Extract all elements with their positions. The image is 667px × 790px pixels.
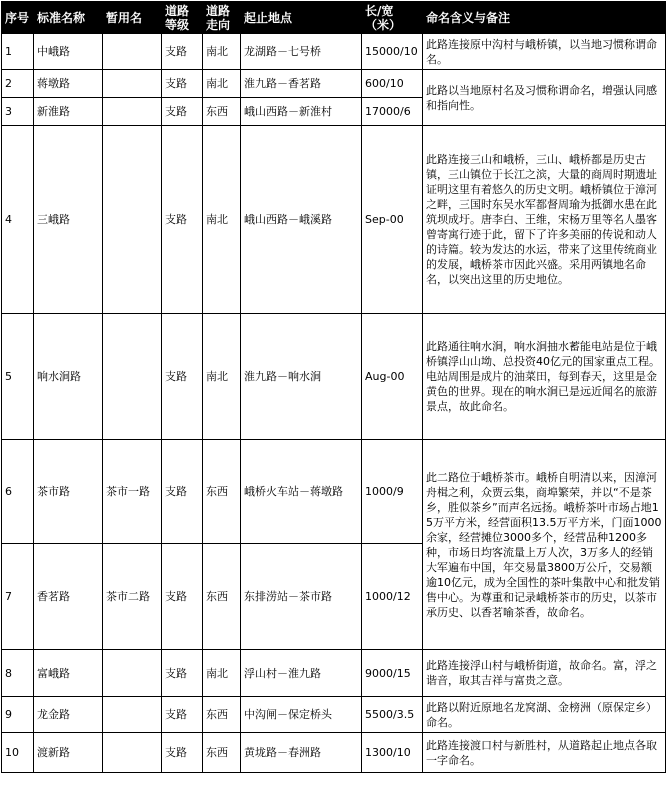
cell-temp-name: 茶市一路	[103, 440, 162, 544]
cell-length-width: 9000/15	[362, 650, 423, 697]
cell-length-width: Sep-00	[362, 126, 423, 314]
cell-temp-name	[103, 70, 162, 98]
header-road-direction: 道路走向	[203, 2, 241, 34]
cell-standard-name: 三峨路	[34, 126, 103, 314]
cell-start-end: 峨山西路－新淮村	[241, 98, 362, 126]
cell-road-direction: 南北	[203, 126, 241, 314]
cell-meaning: 此路连接三山和峨桥，三山、峨桥都是历史古镇，三山镇位于长江之滨，大量的商周时期遗址证明这里有着悠久的历史文明。峨桥镇位于漳河之畔，三国时东吴水军都督周瑜为抵御水患在此筑坝成圩。唐李白、王维，宋杨万里等名人墨客曾寄寓行迹于此，留下了许多美丽的传说和动人的诗篇。较为发达的水运，带来了这里传统商业的发展，峨桥茶市因此兴盛。采用两镇地名命名，以突出这里的历史地位。	[423, 126, 666, 314]
table-row	[2, 70, 666, 98]
cell-meaning: 此路连接原中沟村与峨桥镇，以当地习惯称谓命名。	[423, 34, 666, 70]
cell-temp-name	[103, 126, 162, 314]
cell-length-width: 5500/3.5	[362, 697, 423, 733]
table-row	[2, 314, 666, 440]
cell-length-width: 1000/12	[362, 544, 423, 650]
header-meaning: 命名含义与备注	[423, 2, 666, 34]
table-row	[2, 440, 666, 544]
cell-meaning: 此路以附近原地名龙窝湖、金榜洲（原保定乡）命名。	[423, 697, 666, 733]
cell-seq: 8	[2, 650, 34, 697]
cell-start-end: 东排涝站－茶市路	[241, 544, 362, 650]
cell-start-end: 黄垅路－春洲路	[241, 733, 362, 773]
cell-road-grade: 支路	[162, 126, 203, 314]
cell-seq: 9	[2, 697, 34, 733]
header-seq: 序号	[2, 2, 34, 34]
cell-length-width: 15000/10	[362, 34, 423, 70]
cell-seq: 1	[2, 34, 34, 70]
cell-road-direction: 东西	[203, 544, 241, 650]
table-row	[2, 650, 666, 697]
cell-standard-name: 富峨路	[34, 650, 103, 697]
cell-road-direction: 东西	[203, 697, 241, 733]
table-row	[2, 34, 666, 70]
cell-start-end: 淮九路－香茗路	[241, 70, 362, 98]
cell-road-grade: 支路	[162, 650, 203, 697]
cell-length-width: 600/10	[362, 70, 423, 98]
cell-length-width: Aug-00	[362, 314, 423, 440]
cell-seq: 2	[2, 70, 34, 98]
cell-seq: 5	[2, 314, 34, 440]
cell-road-grade: 支路	[162, 697, 203, 733]
header-length-width: 长/宽（米）	[362, 2, 423, 34]
cell-seq: 7	[2, 544, 34, 650]
cell-meaning: 此路以当地原村名及习惯称谓命名，增强认同感和指向性。	[423, 70, 666, 126]
table-row	[2, 733, 666, 773]
cell-temp-name	[103, 98, 162, 126]
cell-seq: 6	[2, 440, 34, 544]
cell-road-grade: 支路	[162, 34, 203, 70]
cell-road-direction: 东西	[203, 733, 241, 773]
cell-road-grade: 支路	[162, 70, 203, 98]
cell-start-end: 峨山西路－峨溪路	[241, 126, 362, 314]
header-temp-name: 暂用名	[103, 2, 162, 34]
cell-road-grade: 支路	[162, 544, 203, 650]
cell-standard-name: 响水涧路	[34, 314, 103, 440]
cell-meaning: 此路连接渡口村与新胜村，从道路起止地点各取一字命名。	[423, 733, 666, 773]
cell-meaning: 此二路位于峨桥茶市。峨桥自明清以来，因漳河舟楫之利，众贾云集，商埠繁荣，并以“不是茶乡，胜似茶乡”而声名远扬。峨桥茶叶市场占地15万平方米，经营面积13.5万平方米，门面1000余家，经营摊位3000多个，经营品种1200多种，市场日均客流量上万人次，3万多人的经销大军遍布中国，年交易量3800万公斤，交易额逾10亿元，成为全国性的茶叶集散中心和批发销售中心。为尊重和记录峨桥茶市的历史，以茶市承历史、以香茗喻茶香，故命名。	[423, 440, 666, 650]
cell-standard-name: 茶市路	[34, 440, 103, 544]
cell-meaning: 此路连接浮山村与峨桥街道，故命名。富，浮之谐音，取其吉祥与富贵之意。	[423, 650, 666, 697]
cell-length-width: 1300/10	[362, 733, 423, 773]
cell-standard-name: 龙金路	[34, 697, 103, 733]
header-road-grade: 道路等级	[162, 2, 203, 34]
cell-temp-name	[103, 34, 162, 70]
cell-start-end: 龙湖路－七号桥	[241, 34, 362, 70]
cell-road-grade: 支路	[162, 440, 203, 544]
cell-temp-name	[103, 650, 162, 697]
cell-length-width: 1000/9	[362, 440, 423, 544]
cell-temp-name	[103, 314, 162, 440]
cell-temp-name	[103, 697, 162, 733]
cell-seq: 10	[2, 733, 34, 773]
cell-start-end: 中沟闸－保定桥头	[241, 697, 362, 733]
cell-start-end: 淮九路－响水涧	[241, 314, 362, 440]
table-row	[2, 697, 666, 733]
cell-road-grade: 支路	[162, 314, 203, 440]
cell-start-end: 浮山村－淮九路	[241, 650, 362, 697]
cell-standard-name: 中峨路	[34, 34, 103, 70]
road-naming-table	[1, 1, 666, 773]
cell-seq: 4	[2, 126, 34, 314]
header-start-end: 起止地点	[241, 2, 362, 34]
table-row	[2, 126, 666, 314]
header-standard-name: 标准名称	[34, 2, 103, 34]
header-row	[2, 2, 666, 34]
cell-standard-name: 蒋墩路	[34, 70, 103, 98]
cell-road-direction: 南北	[203, 650, 241, 697]
cell-road-grade: 支路	[162, 98, 203, 126]
cell-standard-name: 新淮路	[34, 98, 103, 126]
cell-road-direction: 南北	[203, 70, 241, 98]
cell-seq: 3	[2, 98, 34, 126]
cell-standard-name: 渡新路	[34, 733, 103, 773]
cell-standard-name: 香茗路	[34, 544, 103, 650]
cell-temp-name	[103, 733, 162, 773]
cell-road-direction: 南北	[203, 314, 241, 440]
cell-temp-name: 茶市二路	[103, 544, 162, 650]
cell-road-direction: 东西	[203, 98, 241, 126]
cell-road-direction: 南北	[203, 34, 241, 70]
cell-road-grade: 支路	[162, 733, 203, 773]
cell-length-width: 17000/6	[362, 98, 423, 126]
cell-road-direction: 东西	[203, 440, 241, 544]
cell-start-end: 峨桥火车站－蒋墩路	[241, 440, 362, 544]
cell-meaning: 此路通往响水涧，响水涧抽水蓄能电站是位于峨桥镇浮山山坳、总投资40亿元的国家重点工程。电站周围是成片的油菜田，每到春天，这里是金黄色的世界。现在的响水涧已是远近闻名的旅游景点，故此命名。	[423, 314, 666, 440]
